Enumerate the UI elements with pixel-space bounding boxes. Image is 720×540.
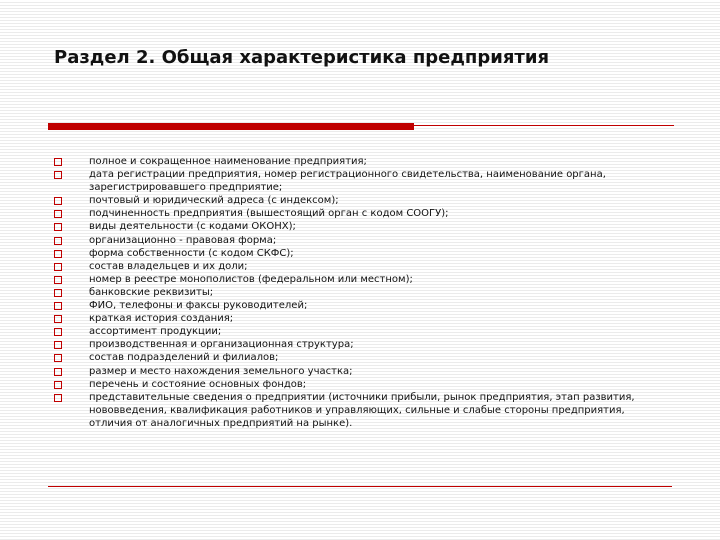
square-outline-bullet-icon	[54, 237, 62, 245]
list-item-text: перечень и состояние основных фондов;	[89, 378, 307, 390]
footer-divider-line	[48, 486, 672, 487]
slide-title: Раздел 2. Общая характеристика предприятия	[54, 47, 550, 68]
list-item	[54, 168, 664, 194]
list-item	[54, 155, 664, 168]
list-item	[54, 247, 664, 260]
list-item	[54, 220, 664, 233]
list-item-text: банковские реквизиты;	[89, 286, 214, 298]
list-item	[54, 365, 664, 378]
square-outline-bullet-icon	[54, 315, 62, 323]
list-item	[54, 207, 664, 220]
list-item-text: организационно - правовая форма;	[89, 234, 277, 246]
list-item-text: размер и место нахождения земельного участка;	[89, 365, 353, 377]
list-item-text: подчиненность предприятия (вышестоящий орган с кодом СООГУ);	[89, 208, 449, 220]
square-outline-bullet-icon	[54, 223, 62, 231]
square-outline-bullet-icon	[54, 381, 62, 389]
list-item-text: ФИО, телефоны и факсы руководителей;	[89, 300, 308, 312]
square-outline-bullet-icon	[54, 394, 62, 402]
square-outline-bullet-icon	[54, 263, 62, 271]
list-item	[54, 194, 664, 207]
square-outline-bullet-icon	[54, 354, 62, 362]
list-item-text: дата регистрации предприятия, номер регистрационного свидетельства, наименование органа, зарегистрировавшего предприятие;	[89, 169, 606, 194]
square-outline-bullet-icon	[54, 302, 62, 310]
list-item-text: производственная и организационная структура;	[89, 339, 354, 351]
list-item-text: краткая история создания;	[89, 313, 234, 325]
list-item	[54, 260, 664, 273]
square-outline-bullet-icon	[54, 210, 62, 218]
list-item	[54, 273, 664, 286]
list-item	[54, 351, 664, 364]
list-item-text: виды деятельности (с кодами ОКОНХ);	[89, 221, 296, 233]
list-item	[54, 299, 664, 312]
square-outline-bullet-icon	[54, 171, 62, 179]
list-item	[54, 391, 664, 430]
square-outline-bullet-icon	[54, 250, 62, 258]
square-outline-bullet-icon	[54, 158, 62, 166]
list-item	[54, 338, 664, 351]
square-outline-bullet-icon	[54, 341, 62, 349]
list-item-text: представительные сведения о предприятии (источники прибыли, рынок предприятия, этап развития, нововведения, квалификация работников и управляющих, сильные и слабые стороны предприятия, отличия от аналогичных предприятий на рынке).	[89, 391, 635, 429]
square-outline-bullet-icon	[54, 289, 62, 297]
square-outline-bullet-icon	[54, 276, 62, 284]
list-item-text: состав подразделений и филиалов;	[89, 352, 279, 364]
list-item-text: почтовый и юридический адреса (с индексом);	[89, 195, 339, 207]
square-outline-bullet-icon	[54, 197, 62, 205]
list-item	[54, 234, 664, 247]
list-item-text: полное и сокращенное наименование предприятия;	[89, 156, 367, 167]
list-item-text: ассортимент продукции;	[89, 326, 222, 338]
list-item	[54, 286, 664, 299]
list-item	[54, 312, 664, 325]
list-item-text: номер в реестре монополистов (федеральном или местном);	[89, 273, 413, 285]
square-outline-bullet-icon	[54, 328, 62, 336]
list-item	[54, 325, 664, 338]
square-outline-bullet-icon	[54, 368, 62, 376]
list-item-text: форма собственности (с кодом СКФС);	[89, 247, 294, 259]
list-item	[54, 378, 664, 391]
bullet-list	[54, 155, 664, 430]
list-item-text: состав владельцев и их доли;	[89, 260, 248, 272]
title-accent-bar	[48, 123, 414, 130]
